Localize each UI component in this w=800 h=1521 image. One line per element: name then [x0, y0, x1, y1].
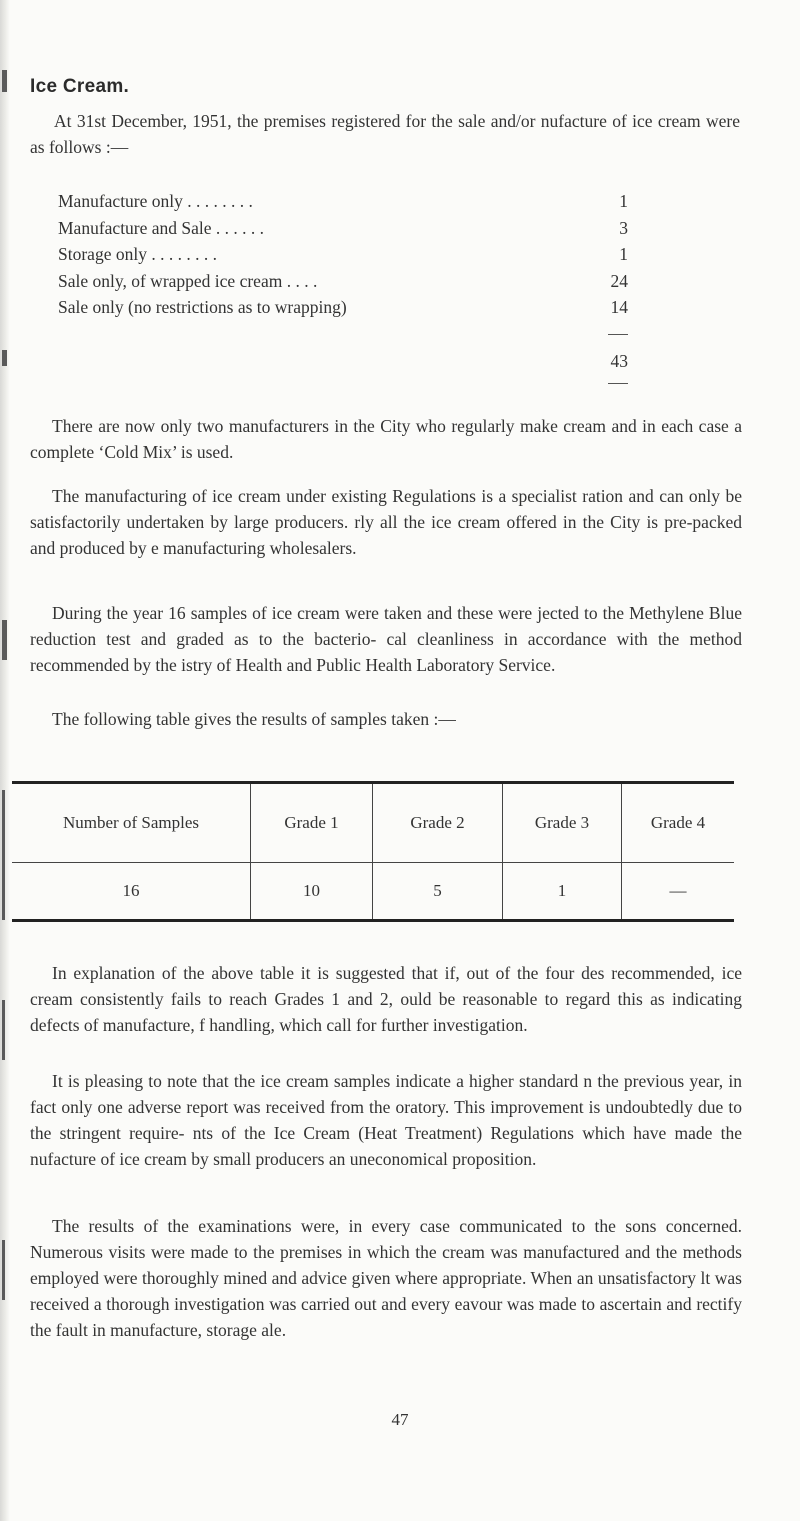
body-paragraph: The manufacturing of ice cream under existing Regulations is a specialist ration and can only be satisfactorily undertaken by large producers. rly all the ice cream offered in the City is pre-packed and produced by e manufacturing wholesalers. [30, 486, 742, 558]
page-gutter-shadow [0, 0, 10, 1521]
total-rule-bottom [608, 383, 628, 384]
registration-label: Manufacture only . . . . . . . . [58, 191, 253, 211]
body-paragraph: There are now only two manufacturers in the City who regularly make cream and in each case a complete ‘Cold Mix’ is used. [30, 416, 742, 462]
total-rule-top [608, 334, 628, 335]
registration-list [58, 191, 628, 324]
body-paragraph: In explanation of the above table it is suggested that if, out of the four des recommended, ice cream consistently fails to reach Grades 1 and 2, ould be reasonable to regard this as indicating defects of manufacture, f handling, which call for further investigation. [30, 963, 742, 1035]
binding-mark [2, 70, 7, 92]
registration-row [58, 244, 628, 271]
table-header: Grade 4 [622, 783, 735, 863]
binding-mark [2, 350, 7, 366]
registration-label: Sale only (no restrictions as to wrapping) [58, 297, 347, 317]
registration-row [58, 271, 628, 298]
registration-total: 43 [610, 351, 628, 371]
binding-mark [2, 1240, 5, 1300]
registration-row [58, 191, 628, 218]
registration-row [58, 218, 628, 245]
binding-mark [2, 1000, 5, 1060]
table-cell: 1 [503, 863, 622, 921]
section-heading: Ice Cream. [30, 76, 130, 97]
registration-count: 3 [619, 217, 628, 238]
table-header-row [12, 783, 734, 863]
table-row [12, 863, 734, 921]
body-paragraph: It is pleasing to note that the ice cream samples indicate a higher standard n the previous year, in fact only one adverse report was received from the oratory. This improvement is undoubtedly due to the stringent require- nts of the Ice Cream (Heat Treatment) Regulations which have made the nufacture of ice cream by small producers an uneconomical proposition. [30, 1071, 742, 1169]
body-paragraph: The following table gives the results of samples taken :— [52, 709, 456, 729]
registration-label: Manufacture and Sale . . . . . . [58, 217, 265, 238]
sample-results-table [12, 781, 734, 922]
registration-count: 1 [619, 244, 628, 264]
page-number: 47 [391, 1410, 409, 1429]
table-cell: 10 [251, 863, 373, 921]
table-cell: 16 [122, 881, 140, 900]
intro-paragraph: At 31st December, 1951, the premises registered for the sale and/or nufacture of ice cream were as follows :— [30, 111, 740, 157]
table-header: Grade 1 [251, 783, 373, 863]
table-header: Grade 3 [503, 783, 622, 863]
registration-count: 24 [610, 270, 628, 291]
body-paragraph: The results of the examinations were, in every case communicated to the sons concerned. Numerous visits were made to the premises in which the cream was manufactured and the methods employed were thoroughly mined and advice given where appropriate. When an unsatisfactory lt was received a thorough investigation was carried out and every eavour was made to ascertain and rectify the fault in manufacture, storage ale. [30, 1216, 742, 1340]
table-header: Number of Samples [12, 783, 251, 863]
table-cell: 5 [373, 863, 503, 921]
binding-mark [2, 620, 7, 660]
table-header: Grade 2 [373, 783, 503, 863]
registration-label: Sale only, of wrapped ice cream . . . . [58, 270, 318, 291]
registration-count: 14 [610, 297, 628, 317]
registration-row [58, 297, 628, 324]
registration-label: Storage only . . . . . . . . [58, 244, 217, 264]
binding-mark [2, 790, 5, 920]
table-cell: — [622, 863, 735, 921]
registration-count: 1 [619, 191, 628, 211]
body-paragraph: During the year 16 samples of ice cream were taken and these were jected to the Methylene Blue reduction test and graded as to the bacterio- cal cleanliness in accordance with the method recommended by the istry of Health and Public Health Laboratory Service. [30, 603, 742, 675]
